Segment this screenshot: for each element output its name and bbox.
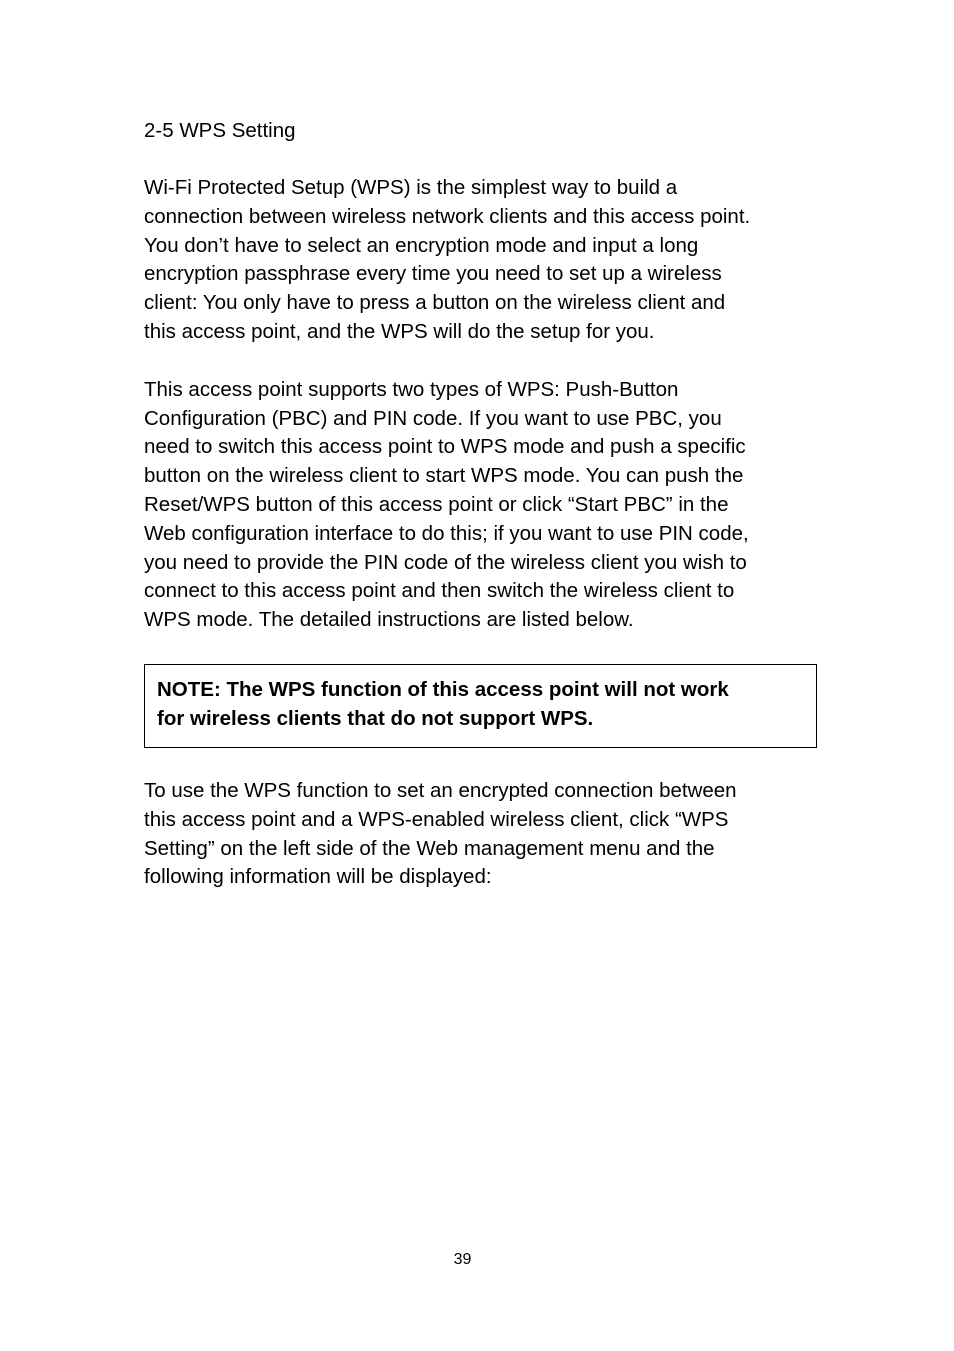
text-line: Setting” on the left side of the Web management menu and the (144, 836, 715, 860)
text-line: button on the wireless client to start WPS mode. You can push the (144, 464, 744, 488)
section-heading: 2-5 WPS Setting (144, 119, 296, 142)
text-line: this access point, and the WPS will do the setup for you. (144, 319, 655, 343)
text-line: This access point supports two types of WPS: Push-Button (144, 377, 679, 401)
text-line: following information will be displayed: (144, 865, 492, 889)
text-line: encryption passphrase every time you need to set up a wireless (144, 262, 722, 286)
text-line: Configuration (PBC) and PIN code. If you want to use PBC, you (144, 406, 722, 430)
text-line: you need to provide the PIN code of the wireless client you wish to (144, 550, 747, 574)
text-line: To use the WPS function to set an encrypted connection between (144, 778, 737, 802)
text-line: need to switch this access point to WPS mode and push a specific (144, 435, 746, 459)
wps-types-paragraph (144, 376, 824, 635)
text-line: Web configuration interface to do this; if you want to use PIN code, (144, 521, 749, 545)
note-line: for wireless clients that do not support WPS. (157, 706, 594, 730)
text-line: You don’t have to select an encryption mode and input a long (144, 233, 699, 257)
text-line: WPS mode. The detailed instructions are listed below. (144, 608, 634, 632)
page-number: 39 (453, 1251, 472, 1268)
note-line: NOTE: The WPS function of this access point will not work (157, 677, 729, 701)
note-box (144, 664, 817, 748)
text-line: connect to this access point and then switch the wireless client to (144, 579, 735, 603)
text-line: connection between wireless network clients and this access point. (144, 204, 751, 228)
text-line: Reset/WPS button of this access point or click “Start PBC” in the (144, 492, 729, 516)
intro-paragraph (144, 174, 824, 347)
text-line: this access point and a WPS-enabled wireless client, click “WPS (144, 807, 729, 831)
text-line: client: You only have to press a button on the wireless client and (144, 291, 726, 315)
closing-paragraph (144, 777, 824, 892)
document-page (144, 116, 824, 921)
text-line: Wi-Fi Protected Setup (WPS) is the simplest way to build a (144, 176, 678, 199)
